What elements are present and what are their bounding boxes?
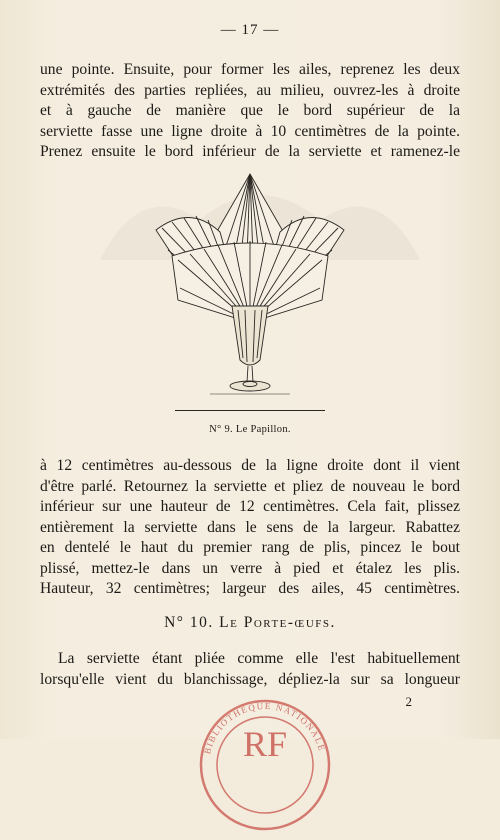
text-line: d'être parlé. Retournez la serviette et pliez de nouveau le bord <box>40 477 460 495</box>
paragraph-3 <box>40 649 460 690</box>
text-line: et à gauche de manière que le bord supérieur de la <box>40 102 460 119</box>
svg-text:RF: RF <box>242 724 288 764</box>
signature-mark: 2 <box>405 694 412 709</box>
section-title: Le Porte-œufs. <box>219 614 336 631</box>
text-line: entièrement la serviette dans le sens de la largeur. Rabattez <box>40 518 460 536</box>
page-number: — 17 — <box>220 22 280 38</box>
text-line: Prenez ensuite le bord inférieur de la serviette et ramenez-le <box>40 143 460 160</box>
library-stamp <box>190 690 340 840</box>
text-line: en dentelé le haut du premier rang de plis, pincez le bout <box>40 539 460 556</box>
text-line: serviette fasse une ligne droite à 10 centimètres de la pointe. <box>40 122 460 140</box>
text-line: lorsqu'elle vient du blanchissage, dépliez-la sur sa longueur <box>40 670 460 688</box>
paragraph-1 <box>40 60 460 163</box>
section-heading <box>0 614 500 632</box>
section-number: N° 10. <box>164 614 214 631</box>
text-line: La serviette étant pliée comme elle l'est habituellement <box>58 650 460 667</box>
text-line: Hauteur, 32 centimètres; largeur des ailes, 45 centimètres. <box>40 580 460 597</box>
text-line: une pointe. Ensuite, pour former les ailes, reprenez les deux <box>40 61 460 78</box>
folded-napkin-butterfly-in-glass-illustration <box>150 170 350 402</box>
text-line: plissé, mettez-le dans un verre à pied et étalez les plis. <box>40 559 460 577</box>
text-line: inférieur sur une hauteur de 12 centimètres. Cela fait, plissez <box>40 498 460 515</box>
svg-text:BIBLIOTHÈQUE NATIONALE: BIBLIOTHÈQUE NATIONALE <box>202 700 328 756</box>
paragraph-2 <box>40 456 460 600</box>
figure-base-rule <box>175 410 325 411</box>
text-line: extrémités des parties repliées, au milieu, ouvrez-les à droite <box>40 81 460 99</box>
figure-caption: N° 9. Le Papillon. <box>209 424 291 435</box>
text-line: à 12 centimètres au-dessous de la ligne droite dont il vient <box>40 457 460 474</box>
